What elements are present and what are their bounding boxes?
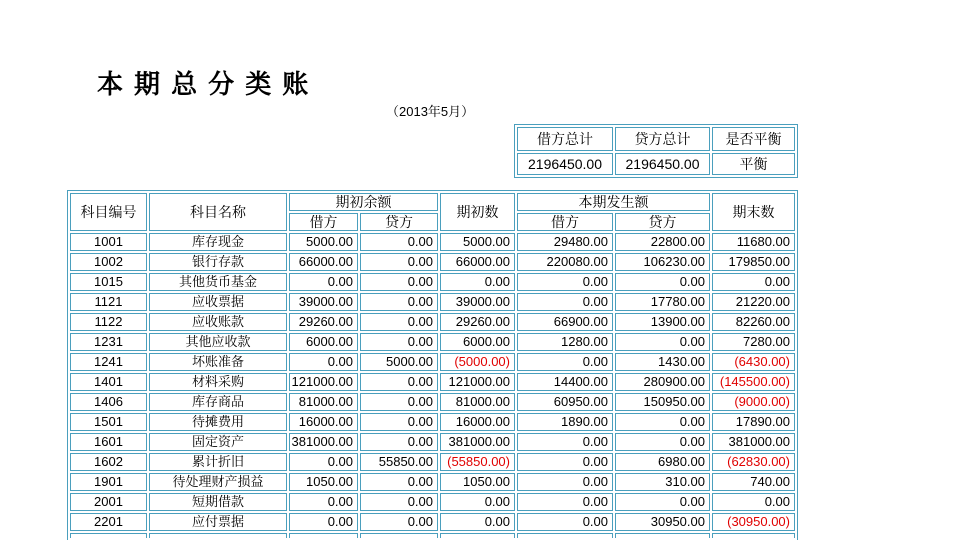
balance-status: 平衡 [712,153,795,175]
closing-amount-cell: (30950.00) [712,513,795,531]
opening-credit-cell: 0.00 [360,233,438,251]
account-code-cell: 1406 [70,393,147,411]
account-name-cell: 银行存款 [149,253,287,271]
header-opening-amount: 期初数 [440,193,515,231]
account-code-cell: 1401 [70,373,147,391]
opening-debit-cell: 16000.00 [289,413,358,431]
opening-amount-cell: 1050.00 [440,473,515,491]
period-credit-cell: 13900.00 [615,313,710,331]
period-credit-cell: 106230.00 [615,253,710,271]
table-row [70,313,795,331]
opening-amount-cell: 381000.00 [440,433,515,451]
opening-amount-cell: 16000.00 [440,413,515,431]
account-code-cell: 1122 [70,313,147,331]
period-credit-cell: 17780.00 [615,293,710,311]
period-credit-cell: 310.00 [615,473,710,491]
period-debit-cell: 0.00 [517,293,613,311]
header-account-code: 科目编号 [70,193,147,231]
account-code-cell: 1121 [70,293,147,311]
opening-debit-cell: 0.00 [289,453,358,471]
table-row [70,413,795,431]
opening-amount-cell: 121000.00 [440,373,515,391]
page-title: 本 期 总 分 类 账 [97,70,310,100]
closing-amount-cell: 17890.00 [712,413,795,431]
opening-debit-cell: 39000.00 [289,293,358,311]
clipped-row-cell [360,533,438,538]
opening-debit-cell: 381000.00 [289,433,358,451]
opening-credit-cell: 0.00 [360,293,438,311]
account-name-cell: 库存现金 [149,233,287,251]
clipped-row-cell [289,533,358,538]
account-name-cell: 应收账款 [149,313,287,331]
table-row [70,453,795,471]
table-row-clipped [70,533,795,538]
closing-amount-cell: 179850.00 [712,253,795,271]
account-code-cell: 1001 [70,233,147,251]
opening-amount-cell: (5000.00) [440,353,515,371]
table-row [70,513,795,531]
table-row [70,473,795,491]
account-code-cell: 1002 [70,253,147,271]
table-row [70,253,795,271]
credit-total-label: 贷方总计 [615,127,710,151]
account-name-cell: 累计折旧 [149,453,287,471]
clipped-row-cell [440,533,515,538]
opening-credit-cell: 0.00 [360,313,438,331]
opening-credit-cell: 0.00 [360,513,438,531]
closing-amount-cell: 0.00 [712,493,795,511]
header-opening-debit: 借方 [289,213,358,231]
debit-total-value: 2196450.00 [517,153,613,175]
period-credit-cell: 280900.00 [615,373,710,391]
period-debit-cell: 0.00 [517,433,613,451]
account-name-cell: 待摊费用 [149,413,287,431]
period-debit-cell: 1890.00 [517,413,613,431]
account-code-cell: 1501 [70,413,147,431]
clipped-row-cell [615,533,710,538]
closing-amount-cell: (62830.00) [712,453,795,471]
closing-amount-cell: 740.00 [712,473,795,491]
opening-debit-cell: 81000.00 [289,393,358,411]
closing-amount-cell: (6430.00) [712,353,795,371]
period-debit-cell: 220080.00 [517,253,613,271]
period-credit-cell: 30950.00 [615,513,710,531]
table-row [70,493,795,511]
period-debit-cell: 0.00 [517,473,613,491]
header-period-credit: 贷方 [615,213,710,231]
account-name-cell: 固定资产 [149,433,287,451]
period-credit-cell: 0.00 [615,413,710,431]
account-name-cell: 其他货币基金 [149,273,287,291]
table-row [70,353,795,371]
opening-amount-cell: 66000.00 [440,253,515,271]
opening-debit-cell: 0.00 [289,273,358,291]
opening-credit-cell: 0.00 [360,433,438,451]
opening-amount-cell: 29260.00 [440,313,515,331]
table-row [70,273,795,291]
opening-debit-cell: 1050.00 [289,473,358,491]
table-row [70,433,795,451]
table-row [70,393,795,411]
closing-amount-cell: 82260.00 [712,313,795,331]
period-credit-cell: 1430.00 [615,353,710,371]
account-code-cell: 1241 [70,353,147,371]
opening-credit-cell: 0.00 [360,473,438,491]
opening-debit-cell: 121000.00 [289,373,358,391]
balance-check-label: 是否平衡 [712,127,795,151]
account-code-cell: 1602 [70,453,147,471]
account-name-cell: 应收票据 [149,293,287,311]
opening-credit-cell: 0.00 [360,333,438,351]
opening-amount-cell: 0.00 [440,513,515,531]
period-credit-cell: 6980.00 [615,453,710,471]
account-name-cell: 材料采购 [149,373,287,391]
period-debit-cell: 29480.00 [517,233,613,251]
opening-credit-cell: 55850.00 [360,453,438,471]
account-name-cell: 库存商品 [149,393,287,411]
credit-total-value: 2196450.00 [615,153,710,175]
clipped-row-cell [70,533,147,538]
closing-amount-cell: 0.00 [712,273,795,291]
period-debit-cell: 0.00 [517,513,613,531]
account-code-cell: 1901 [70,473,147,491]
period-debit-cell: 66900.00 [517,313,613,331]
account-code-cell: 1601 [70,433,147,451]
header-opening-balance-group: 期初余额 [289,193,438,211]
opening-debit-cell: 5000.00 [289,233,358,251]
period-debit-cell: 60950.00 [517,393,613,411]
account-name-cell: 待处理财产损益 [149,473,287,491]
opening-credit-cell: 0.00 [360,273,438,291]
closing-amount-cell: 7280.00 [712,333,795,351]
account-code-cell: 2001 [70,493,147,511]
account-code-cell: 1231 [70,333,147,351]
period-debit-cell: 0.00 [517,453,613,471]
period-credit-cell: 0.00 [615,493,710,511]
clipped-row-cell [712,533,795,538]
opening-credit-cell: 0.00 [360,253,438,271]
header-account-name: 科目名称 [149,193,287,231]
account-code-cell: 1015 [70,273,147,291]
header-closing-amount: 期末数 [712,193,795,231]
account-name-cell: 应付票据 [149,513,287,531]
account-name-cell: 其他应收款 [149,333,287,351]
table-row [70,373,795,391]
opening-amount-cell: 5000.00 [440,233,515,251]
opening-debit-cell: 29260.00 [289,313,358,331]
closing-amount-cell: 381000.00 [712,433,795,451]
table-row [70,333,795,351]
opening-amount-cell: (55850.00) [440,453,515,471]
opening-debit-cell: 0.00 [289,493,358,511]
totals-table [514,124,798,178]
opening-credit-cell: 0.00 [360,393,438,411]
account-name-cell: 短期借款 [149,493,287,511]
opening-credit-cell: 0.00 [360,413,438,431]
clipped-row-cell [517,533,613,538]
header-period-debit: 借方 [517,213,613,231]
opening-amount-cell: 81000.00 [440,393,515,411]
opening-debit-cell: 6000.00 [289,333,358,351]
period-debit-cell: 14400.00 [517,373,613,391]
period-credit-cell: 0.00 [615,333,710,351]
totals-value-row [517,153,795,175]
opening-amount-cell: 39000.00 [440,293,515,311]
opening-credit-cell: 0.00 [360,373,438,391]
ledger-table-container [67,190,798,540]
closing-amount-cell: (145500.00) [712,373,795,391]
period-credit-cell: 150950.00 [615,393,710,411]
opening-amount-cell: 6000.00 [440,333,515,351]
opening-amount-cell: 0.00 [440,273,515,291]
period-debit-cell: 1280.00 [517,333,613,351]
account-code-cell: 2201 [70,513,147,531]
period-debit-cell: 0.00 [517,273,613,291]
opening-debit-cell: 0.00 [289,513,358,531]
header-period-amount-group: 本期发生额 [517,193,710,211]
opening-credit-cell: 0.00 [360,493,438,511]
table-row [70,233,795,251]
totals-header-row [517,127,795,151]
table-row [70,293,795,311]
period-credit-cell: 22800.00 [615,233,710,251]
opening-debit-cell: 0.00 [289,353,358,371]
opening-amount-cell: 0.00 [440,493,515,511]
period-credit-cell: 0.00 [615,433,710,451]
header-opening-credit: 贷方 [360,213,438,231]
closing-amount-cell: 21220.00 [712,293,795,311]
clipped-row-cell [149,533,287,538]
account-name-cell: 坏账准备 [149,353,287,371]
closing-amount-cell: (9000.00) [712,393,795,411]
closing-amount-cell: 11680.00 [712,233,795,251]
opening-credit-cell: 5000.00 [360,353,438,371]
period-debit-cell: 0.00 [517,353,613,371]
period-credit-cell: 0.00 [615,273,710,291]
period-debit-cell: 0.00 [517,493,613,511]
opening-debit-cell: 66000.00 [289,253,358,271]
general-ledger-table [67,190,798,540]
report-period: （2013年5月） [386,104,475,119]
debit-total-label: 借方总计 [517,127,613,151]
header-row-top [70,193,795,211]
